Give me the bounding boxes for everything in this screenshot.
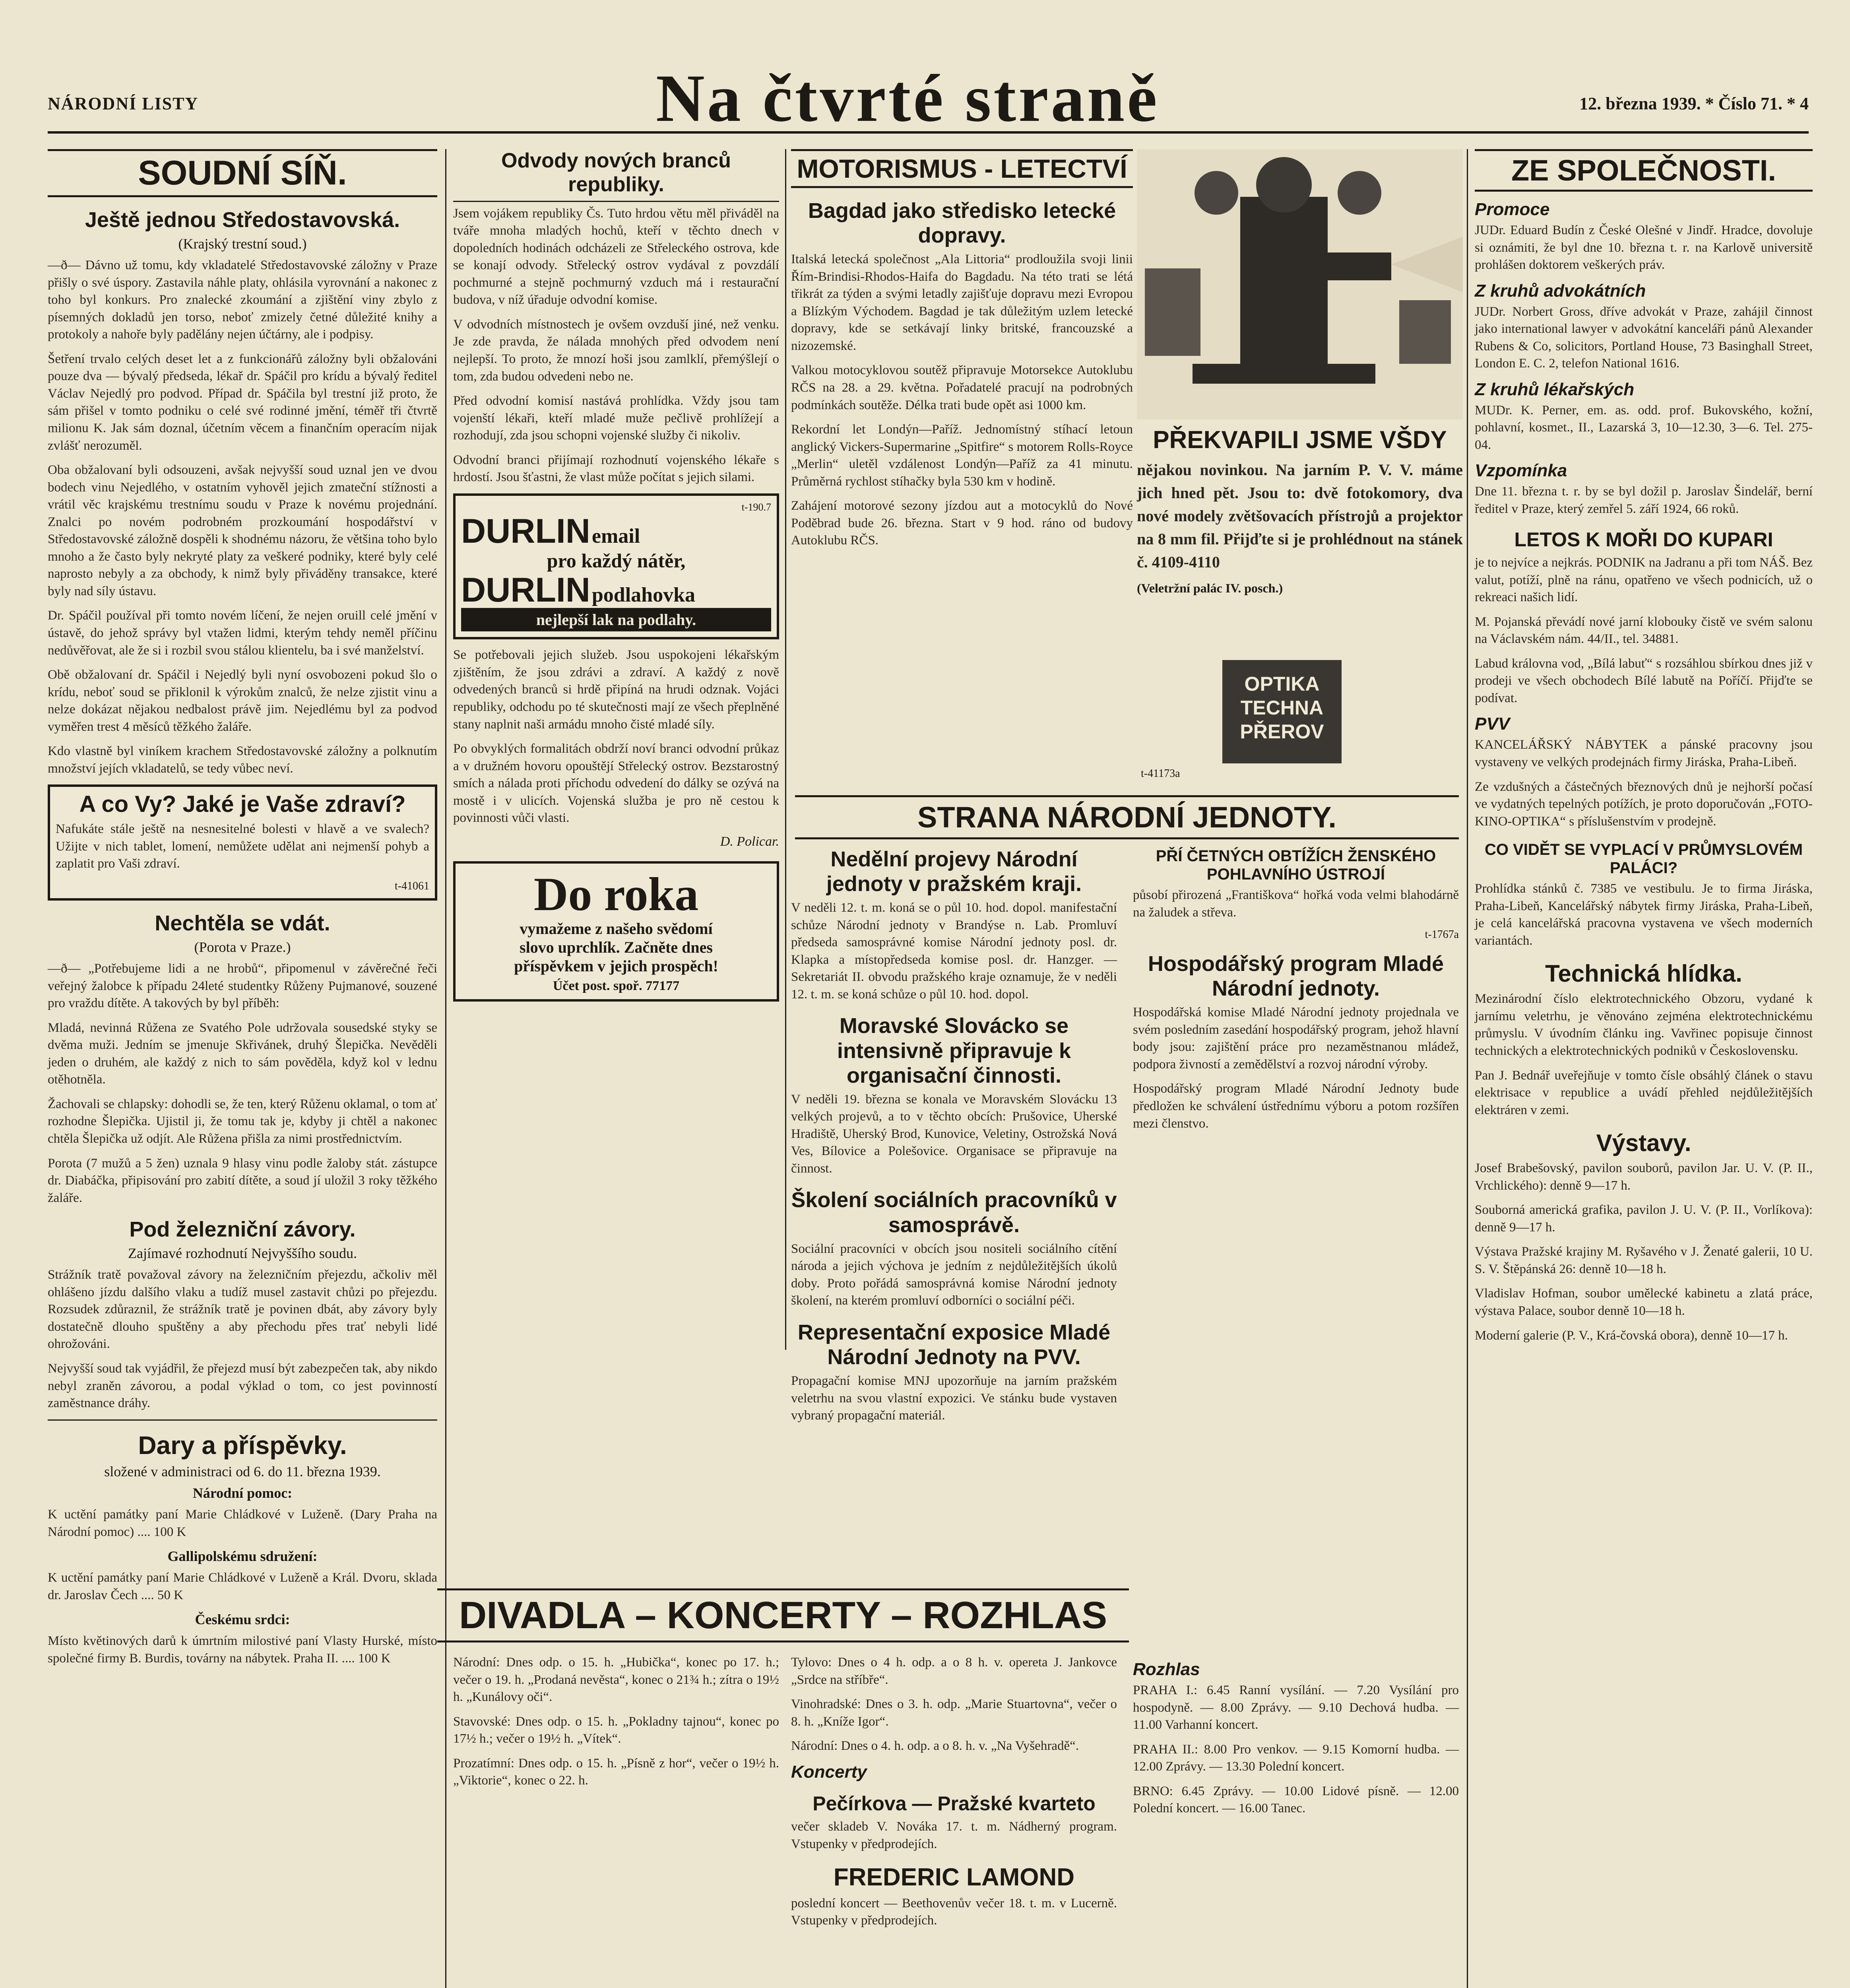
program-entry: Prozatímní: Dnes odp. o 15. h. „Písně z hor“, večer o 19½ h. „Viktorie“, konec o 22. h. — [453, 1756, 779, 1788]
column-rule — [445, 149, 446, 1988]
article-paragraph: Jsem vojákem republiky Čs. Tuto hrdou větu měl přiváděl na tváře mnoha mladých hochů, kteří v těchto dnech v dopoledních hodinách odcházeli ze Střeleckého ostrova, kde se konají odvody. Střelecký ostrov vydával z povzdálí pochmurné a stejně pochmurný vzduch má i restaurační budova, v níž úřaduje odvodní komise. — [453, 206, 779, 307]
article-title: Moravské Slovácko se intensivně připravuje k organisační činnosti. — [837, 1014, 1071, 1087]
section-title-strana: STRANA NÁRODNÍ JEDNOTY. — [795, 795, 1459, 839]
logo-line: TECHNA — [1240, 697, 1324, 719]
notice-text: JUDr. Eduard Budín z České Olešné v Jindř. Hradce, dovoluje si oznámiti, že byl dne 10. března t. r. na Karlově universitě prohlášen doktorem veškerých práv. — [1475, 223, 1813, 272]
article-title: Výstavy. — [1596, 1130, 1691, 1157]
ad-text: příspěvkem v jejich prospěch! — [514, 957, 718, 975]
radio-program: BRNO: 6.45 Zprávy. — 10.00 Lidové písně. — 12.00 Polední koncert. — 16.00 Tanec. — [1133, 1784, 1459, 1816]
advertisement-zdravi — [48, 784, 437, 901]
subsection-title: Z kruhů advokátních — [1475, 281, 1646, 301]
notice-text: KANCELÁŘSKÝ NÁBYTEK a pánské pracovny jsou vystaveny ve velkých prodejnách firmy Jiráska, Praha-Libeň. — [1475, 738, 1813, 769]
subsection-title: PVV — [1475, 714, 1510, 734]
article-title: Školení sociálních pracovníků v samosprávě. — [791, 1188, 1117, 1237]
article-paragraph: —ð— „Potřebujeme lidi a ne hrobů“, připomenul v závěrečné řeči veřejný žalobce k případu 24leté studentky Růženy Pujmanové, souzené pro vraždu dítěte. A takových by byl příběh: — [48, 961, 437, 1011]
article-paragraph: Se potřebovali jejich služeb. Jsou uspokojeni lékařským zjištěním, že jsou zdrávi a zdraví. A každý z nově odvedených branců si hrdě připíná na hrudi odznak. Vojáci republiky, odchodu po té skutečnosti mají ze všech přeplněné stany naplnit naši armádu mnoho čisté mladé síly. — [453, 648, 779, 732]
program-entry: Národní: Dnes odp. o 15. h. „Hubička“, konec po 17. h.; večer o 19. h. „Prodaná nevěsta“, konec o 21¾ h.; zítra o 19½ h. „Kunálovy oči“. — [453, 1655, 779, 1705]
date-issue: 12. března 1939. * Číslo 71. * 4 — [1579, 94, 1809, 113]
column-divadla-left — [453, 1654, 779, 1988]
article-paragraph: Propagační komise MNJ upozorňuje na jarním pražském veletrhu na svou vlastní expozici. Ve stánku bude vystaven vybraný propagační materiál. — [791, 1374, 1117, 1423]
exhibition-entry: Výstava Pražské krajiny M. Ryšavého v J. Ženaté galerii, 10 U. S. V. Štěpánská 26: denně 10—18 h. — [1475, 1244, 1813, 1276]
section-title-motorismus: MOTORISMUS - LETECTVÍ — [791, 149, 1133, 188]
notice-text: Labud královna vod, „Bílá labuť“ s rozsáhlou sbírkou dnes již v prodeji ve všech obchodech Bílé labutě na Poříčí. Přijďte se podívat. — [1475, 656, 1813, 705]
notice-text: JUDr. Norbert Gross, dříve advokát v Praze, zahájil činnost jako international lawyer v advokátní kanceláři pánů Alexander Rubens & Co, solicitors, Portland House, 73 Basinghall Street, London E. C. 2, telefon National 1616. — [1475, 304, 1813, 371]
ad-brand: DURLIN — [461, 512, 590, 550]
advertisement-durlin — [453, 493, 779, 640]
radio-program: PRAHA I.: 6.45 Ranní vysílání. — 7.20 Vysílání pro hospodyně. — 8.00 Zprávy. — 9.10 Dechová hudba. — 11.00 Varhanní koncert. — [1133, 1683, 1459, 1732]
article-paragraph: K uctění památky paní Marie Chládkové v Luženě a Král. Dvoru, sklada dr. Jaroslav Čech .... 50 K — [48, 1571, 437, 1602]
article-paragraph: V odvodních místnostech je ovšem ovzduší jiné, než venku. Je zde pravda, že nálada mnohých před odvodem není nejlepší. To proto, že mnozí hoši jsou zamlklí, přemýšlejí o tom, zda budou odvedeni nebo ne. — [453, 317, 779, 384]
notice-text: Dne 11. března t. r. by se byl dožil p. Jaroslav Šindelář, berní ředitel v Praze, který zemřel 5. září 1924, 66 roků. — [1475, 484, 1813, 516]
concert-title: Pečírkova — Pražské kvarteto — [813, 1792, 1096, 1815]
column-rozhlas — [1133, 1654, 1459, 1988]
article-title: Technická hlídka. — [1545, 960, 1742, 987]
exhibition-entry: Souborná americká grafika, pavilon J. U. V. (P. II., Vorlíkova): denně 9—17 h. — [1475, 1203, 1813, 1235]
list-subheading: Českému srdci: — [195, 1611, 290, 1628]
subsection-title: Vzpomínka — [1475, 461, 1567, 481]
article-paragraph: Místo květinových darů k úmrtním milostivé paní Vlasty Hurské, místo společné firmy B. Burdis, továrny na nábytek. Praha II. .... 100 K — [48, 1634, 437, 1666]
notice-text: M. Pojanská převádí nové jarní klobouky čistě ve svém salonu na Václavském nám. 44/II., tel. 34881. — [1475, 614, 1813, 646]
article-subtitle: složené v administraci od 6. do 11. března 1939. — [104, 1464, 381, 1480]
column-divadla-mid — [791, 1654, 1117, 1988]
radio-program: PRAHA II.: 8.00 Pro venkov. — 9.15 Komorní hudba. — 12.00 Zprávy. — 13.30 Polední koncert. — [1133, 1742, 1459, 1774]
article-title: Odvody nových branců republiky. — [453, 149, 779, 202]
column-odvody — [453, 149, 779, 1342]
article-paragraph: Kdo vlastně byl viníkem krachem Středostavovské záložny a polknutím množství jejích vkladatelů, se tedy vůbec neví. — [48, 744, 437, 776]
article-paragraph: Hospodářská komise Mladé Národní jednoty projednala ve svém posledním zasedání hospodářský program, jehož hlavní body jsou: zajištění práce pro nezaměstnanou mládež, podpora živností a zemědělství a rozvoj národní výroby. — [1133, 1005, 1459, 1072]
article-paragraph: Mladá, nevinná Růžena ze Svatého Pole udržovala sousedské styky se dvěma muži. Jedním se jmenuje Skřivánek, druhý Šlepička. Nevěděli jeden o druhém, ale každý z nich to sám pověděla, když kol v lednu otěhotněla. — [48, 1020, 437, 1087]
exhibition-entry: Moderní galerie (P. V., Krá-čovská obora), denně 10—17 h. — [1475, 1328, 1788, 1343]
notice-headline: CO VIDĚT SE VYPLACÍ V PRŮMYSLOVÉM PALÁCI? — [1484, 841, 1803, 877]
program-entry: Národní: Dnes o 4. h. odp. a o 8. h. v. „Na Vyšehradě“. — [791, 1739, 1079, 1753]
article-title: Ještě jednou Středostavovská. — [85, 208, 400, 232]
article-paragraph: —ð— Dávno už tomu, kdy vkladatelé Středostavovské záložny v Praze přišly o své úspory. Zastavila náhle platy, ohlásila vyrovnání a nakonec z toho byl konkurs. Pro znalecké zkoumání a zjištění viny zbylo z písemných dokladů jen torso, neboť zmizely četné důležité knihy a protokoly a nahoře byly padělány nejen účtárny, ale i podpisy. — [48, 258, 437, 342]
subsection-koncerty: Koncerty — [791, 1762, 867, 1782]
divider — [48, 1419, 437, 1421]
article-title: Hospodářský program Mladé Národní jednoty. — [1148, 952, 1444, 1001]
logo-line: OPTIKA — [1244, 673, 1320, 695]
article-paragraph: Nejvyšší soud tak vyjádřil, že přejezd musí být zabezpečen tak, aby nikdo nebyl zraněn závorou, a podal výklad o tom, co jest povinností zaměstnance dráhy. — [48, 1361, 437, 1411]
ad-tag: t-1767a — [1425, 928, 1459, 941]
article-paragraph: Mezinárodní číslo elektrotechnického Obzoru, vydané k jarnímu veletrhu, je věnováno zejména elektrotechnickému průmyslu. V úvodním článku ing. Vavřinec popisuje činnost technických a elektrotechnických podniků v Československu. — [1475, 992, 1813, 1058]
masthead — [48, 60, 1809, 134]
exhibition-entry: Vladislav Hofman, soubor umělecké kabinetu a zlatá práce, výstava Palace, soubor denně 10—18 h. — [1475, 1286, 1813, 1318]
article-paragraph: Dr. Spáčil používal při tomto novém líčení, že nejen oruill celé jmění v ústavě, do jehož správy byl vtažen lidmi, kterým tehdy neměl příčinu nedůvěřovat, ale že si i rozbil svou stálou klientelu, ba i své manželství. — [48, 608, 437, 658]
article-paragraph: Rekordní let Londýn—Paříž. Jednomístný stíhací letoun anglický Vickers-Supermarine „Spitfire“ s motorem Rolls-Royce „Merlin“ uletěl vzdálenost Londýn—Paříž za 41 minutu. Průměrná rychlost stíhačky byla 530 km v hodině. — [791, 422, 1133, 489]
ad-product: email — [591, 524, 640, 547]
article-title: Nedělní projevy Národní jednoty v pražském kraji. — [826, 847, 1082, 896]
section-title-soudni-sin: SOUDNÍ SÍŇ. — [48, 149, 437, 197]
section-title-spolecnost: ZE SPOLEČNOSTI. — [1475, 149, 1813, 192]
ad-text: Nafukáte stále ještě na nesnesitelné bolesti v hlavě a ve svalech? Užijte v nich tablet, lomení, nemůžete udělat ani nejmenší pohyb a zaplatit pro Vaši zdraví. — [56, 822, 429, 871]
article-paragraph: Strážník tratě považoval závory na železničním přejezdu, ačkoliv měl ohlášeno jízdu dalšího vlaku a tudíž musel zastavit chůzi po přejezdu. Rozsudek zdůraznil, že strážník tratě je povinen dbát, aby závory byly dostatečně dlouho spuštěny a aby přechodu přes trať nebyli lidé ohrožováni. — [48, 1268, 437, 1351]
article-paragraph: Před odvodní komisí nastává prohlídka. Vždy jsou tam vojenští lékaři, kteří mladé muže pečlivě prohlížejí a rozhodují, zda jsou schopni vojenské služby či nikoliv. — [453, 394, 779, 443]
subsection-title: Z kruhů lékařských — [1475, 379, 1635, 399]
column-strana-right — [1133, 847, 1459, 1244]
article-paragraph: Porota (7 mužů a 5 žen) uznala 9 hlasy vinu podle žaloby stát. zástupce dr. Diabáčka, připisování pro zabití dítěte, a soud jí uložil 3 roky těžkého žaláře. — [48, 1156, 437, 1205]
ad-text: vymažeme z našeho svědomí — [520, 919, 713, 938]
concert-text: poslední koncert — Beethovenův večer 18. t. m. v Lucerně. Vstupenky v předprodejích. — [791, 1896, 1117, 1928]
article-paragraph: V neděli 12. t. m. koná se o půl 10. hod. dopol. manifestační schůze Národní jednoty v Brandýse n. Lab. Promluví předseda samosprávné komise Národní jednoty posl. dr. Klapka a místopředseda komise posl. dr. Hanzger. — Sekretariát II. obvodu pražského kraje oznamuje, že v neděli 12. t. m. se koná schůze o půl 10. hod. dopol. — [791, 901, 1117, 1002]
article-paragraph: Sociální pracovníci v obcích jsou nositeli sociálního cítění národa a jejich výchova je jedním z nejdůležitějších úkolů doby. Proto pořádá samosprávná komise Národní jednoty školení, na kterém promluví odborníci o sociální péči. — [791, 1241, 1117, 1308]
page-title: Na čtvrté straně — [656, 61, 1160, 136]
article-paragraph: Žachovali se chlapsky: dohodli se, že ten, který Růženu oklamal, o tom ať rozhodne Šlepička. Ujistil ji, že tomu tak je, kdyby ji chtěl a nakonec chtěla Šlepička už odjít. Ale Růžena přišla za nimi prostřednictvím. — [48, 1097, 437, 1146]
concert-text: večer skladeb V. Nováka 17. t. m. Nádherný program. Vstupenky v předprodejích. — [791, 1819, 1117, 1851]
ad-text: slovo uprchlík. Začněte dnes — [520, 938, 713, 956]
advertisement-do-roka — [453, 861, 779, 1002]
ad-headline: A co Vy? Jaké je Vaše zdraví? — [79, 791, 406, 817]
article-paragraph: Pan J. Bednář uveřejňuje v tomto čísle obsáhlý článek o stavu elektrisace v republice a uvádí přehled nejdůležitějších elektráren v zemi. — [1475, 1068, 1813, 1117]
column-ze-spolecnosti — [1475, 149, 1813, 1988]
ad-tag: t-41173a — [1141, 767, 1180, 780]
article-subtitle: (Krajský trestní soud.) — [178, 236, 307, 252]
section-title-divadla: DIVADLA – KONCERTY – ROZHLAS — [437, 1588, 1129, 1642]
article-title: Dary a příspěvky. — [138, 1431, 347, 1460]
article-signature: D. Policar. — [720, 834, 779, 849]
column-motorismus — [791, 149, 1133, 801]
notice-text: MUDr. K. Perner, em. as. odd. prof. Bukovského, kožní, pohlavní, kosmet., II., Lazarská 3, 10—12.30, 3—6. Tel. 275-04. — [1475, 403, 1813, 452]
column-rule — [785, 149, 786, 1350]
article-paragraph: Valkou motocyklovou soutěž připravuje Motorsekce Autoklubu RČS na 28. a 29. května. Pořadatelé pracují na podrobných podmínkách soutěže. Délka trati bude opět asi 1000 km. — [791, 363, 1133, 412]
ad-product: podlahovka — [591, 584, 695, 607]
article-paragraph: Šetření trvalo celých deset let a z funkcionářů záložny byli obžalováni pouze dva — bývalý předseda, lékař dr. Spáčil pro krídu a bývalý ředitel Václav Nejedlý pro podvod. Případ dr. Spáčila byl trestní již proto, že sám přišel v tomto podniku o celé své rodinné jmění, téměř tři čtvrtě milionu K. Jak sám doznal, účetním věcem a finančním operacím nijak zvlášť nerozuměl. — [48, 351, 437, 453]
program-entry: Tylovo: Dnes o 4 h. odp. a o 8 h. v. opereta J. Jankovce „Srdce na stříbře“. — [791, 1655, 1117, 1687]
exhibition-entry: Josef Brabešovský, pavilon souborů, pavilon Jar. U. V. (P. II., Vrchlického): denně 9—17 h. — [1475, 1161, 1813, 1193]
program-entry: Stavovské: Dnes odp. o 15. h. „Pokladny tajnou“, konec po 17½ h.; večer o 19½ h. „Vítek“. — [453, 1714, 779, 1746]
article-paragraph: Italská letecká společnost „Ala Littoria“ prodloužila svoji linii Řím-Brindisi-Rhodos-Haifa do Bagdadu. Na této trati se létá třikrát za týden a svými letadly zajišťuje dopravu mezi Evropou a Blízkým Východem. Bagdad je tak důležitým uzlem letecké dopravy, kde se setkávají linky britské, francouzské a nizozemské. — [791, 252, 1133, 353]
article-subtitle: Zajímavé rozhodnutí Nejvyššího soudu. — [128, 1245, 357, 1262]
concert-title: FREDERIC LAMOND — [833, 1864, 1075, 1891]
article-paragraph: Odvodní branci přijímají rozhodnutí vojenského lékaře s hrdostí. Jsou šťastni, že vlast může počítat s jejich silami. — [453, 452, 779, 485]
article-paragraph: V neděli 19. března se konala ve Moravském Slovácku 13 velkých projevů, a to v těchto obcích: Prušovice, Uherské Hradiště, Uherský Brod, Kunovice, Veletiny, Ostrožská Nová Ves, Bílovice a Polešovice. Organisace se připravuje na činnost. — [791, 1092, 1117, 1176]
article-paragraph: Hospodářský program Mladé Národní Jednoty bude předložen ke schválení ústřednímu výboru a potom rozšířen mezi členstvo. — [1133, 1081, 1459, 1131]
ad-brand: DURLIN — [461, 571, 590, 610]
optika-logo — [1222, 660, 1342, 763]
ad-account: Účet post. spoř. 77177 — [553, 978, 680, 993]
ad-text: pro každý nátěr, — [547, 549, 686, 572]
article-paragraph: Po obvyklých formalitách obdrží noví branci odvodní průkaz a v družném hovoru opouštějí Střelecký ostrov. Bezstarostný smích a nálada proti příchodu odvedení do dálky se ozývá na mostě i v ulicích. Vojenská služba je pro ně cestou k povinnosti vůči vlasti. — [453, 742, 779, 825]
ad-headline: Do roka — [533, 867, 699, 920]
article-title: PŘÍ ČETNÝCH OBTÍŽÍCH ŽENSKÉHO POHLAVNÍHO ÚSTROJÍ — [1156, 847, 1436, 883]
ad-tag: t-41061 — [394, 879, 429, 892]
program-entry: Vinohradské: Dnes o 3. h. odp. „Marie Stuartovna“, večer o 8. h. „Kníže Igor“. — [791, 1697, 1117, 1729]
ad-headline: PŘEKVAPILI JSME VŠDY — [1153, 426, 1447, 454]
subsection-title: Promoce — [1475, 200, 1550, 219]
column-strana-left — [791, 847, 1117, 1423]
column-soudni-sin — [48, 149, 437, 1988]
article-subtitle: (Porota v Praze.) — [194, 939, 291, 955]
article-title: Bagdad jako středisko letecké dopravy. — [808, 199, 1116, 248]
ad-text: nějakou novinkou. Na jarním P. V. V. máme jich hned pět. Jsou to: dvě fotokomory, dva nové modely zvětšovacích přístrojů a projektor na 8 mm fil. Přijďte si je prohlédnout na stánek č. 4109-4110 — [1137, 461, 1463, 571]
notice-text: Ze vzdušných a částečných březnových dnů je nejhorší počasí ve vydatných tepelných potížích, je proto doporučován „FOTO-KINO-OPTIKA“ s příslušenstvím v prodejně. — [1475, 779, 1813, 829]
column-rule — [1467, 149, 1468, 1988]
notice-text: je to nejvíce a nejkrás. PODNIK na Jadranu a při tom NÁŠ. Bez valut, potíží, plně na ránu, opatřeno ve všech podnicích, už o rekreaci našich lidí. — [1475, 555, 1813, 605]
article-paragraph: Oba obžalovaní byli odsouzeni, avšak nejvyšší soud uznal jen ve dvou bodech vinu Nejedlého, v ostatním vyhověl jejich zmateční stížnosti a vrátil věc krajskému trestnímu soudu v Praze k novému projednání. Znalci po novém podrobném prozkoumání hospodářství v Středostavovské záložně dospěli k shodnému názoru, že většina toho bylo mnoho a že často byly nekryté platy za veškeré podniky, které byly celé naprosto nebyly a za obchody, k nimž byly přiváděny transakce, které byly nad síly ústavu. — [48, 463, 437, 598]
article-paragraph: působí přirozená „Františkova“ hořká voda velmi blahodárně na žaludek a střeva. — [1133, 888, 1459, 920]
subsection-rozhlas: Rozhlas — [1133, 1660, 1200, 1679]
paper-name: NÁRODNÍ LISTY — [48, 94, 199, 113]
projector-illustration — [1137, 149, 1463, 419]
logo-line: PŘEROV — [1240, 720, 1324, 743]
article-paragraph: Obě obžalovaní dr. Spáčil i Nejedlý byli nyní osvobozeni pokud šlo o krídu, neboť soud se přiklonil k výrokům znalců, že nelze zjistit vinu a nelze dokázat nějakou nedbalost právě jim. Nejedlému byl za podvod vyměřen trest 4 měsíců těžkého žaláře. — [48, 668, 437, 734]
article-title: Pod železniční závory. — [129, 1217, 356, 1242]
ad-footnote: (Veletržní palác IV. posch.) — [1137, 581, 1283, 596]
list-subheading: Národní pomoc: — [192, 1485, 293, 1501]
article-paragraph: Zahájení motorové sezony jízdou aut a motocyklů do Nové Poděbrad bude 26. března. Start v 9 hod. ráno od budovy Autoklubu RČS. — [791, 499, 1133, 548]
article-title: Nechtěla se vdát. — [155, 911, 330, 935]
list-subheading: Gallipolskému sdružení: — [167, 1548, 318, 1565]
notice-text: Prohlídka stánků č. 7385 ve vestibulu. Je to firma Jiráska, Praha-Libeň, Kancelářský nábytek firmy Jiráska, Praha-Libeň, je celá kancelářská pracovna vystavena ve všech moderních variantách. — [1475, 881, 1813, 948]
ad-slogan: nejlepší lak na podlahy. — [461, 608, 771, 631]
article-title: Representační exposice Mladé Národní Jednoty na PVV. — [797, 1320, 1111, 1369]
ad-tag: t-190.7 — [741, 501, 771, 513]
article-paragraph: K uctění památky paní Marie Chládkové v Luženě. (Dary Praha na Národní pomoc) .... 100 K — [48, 1507, 437, 1539]
notice-headline: LETOS K MOŘI DO KUPARI — [1514, 528, 1773, 551]
